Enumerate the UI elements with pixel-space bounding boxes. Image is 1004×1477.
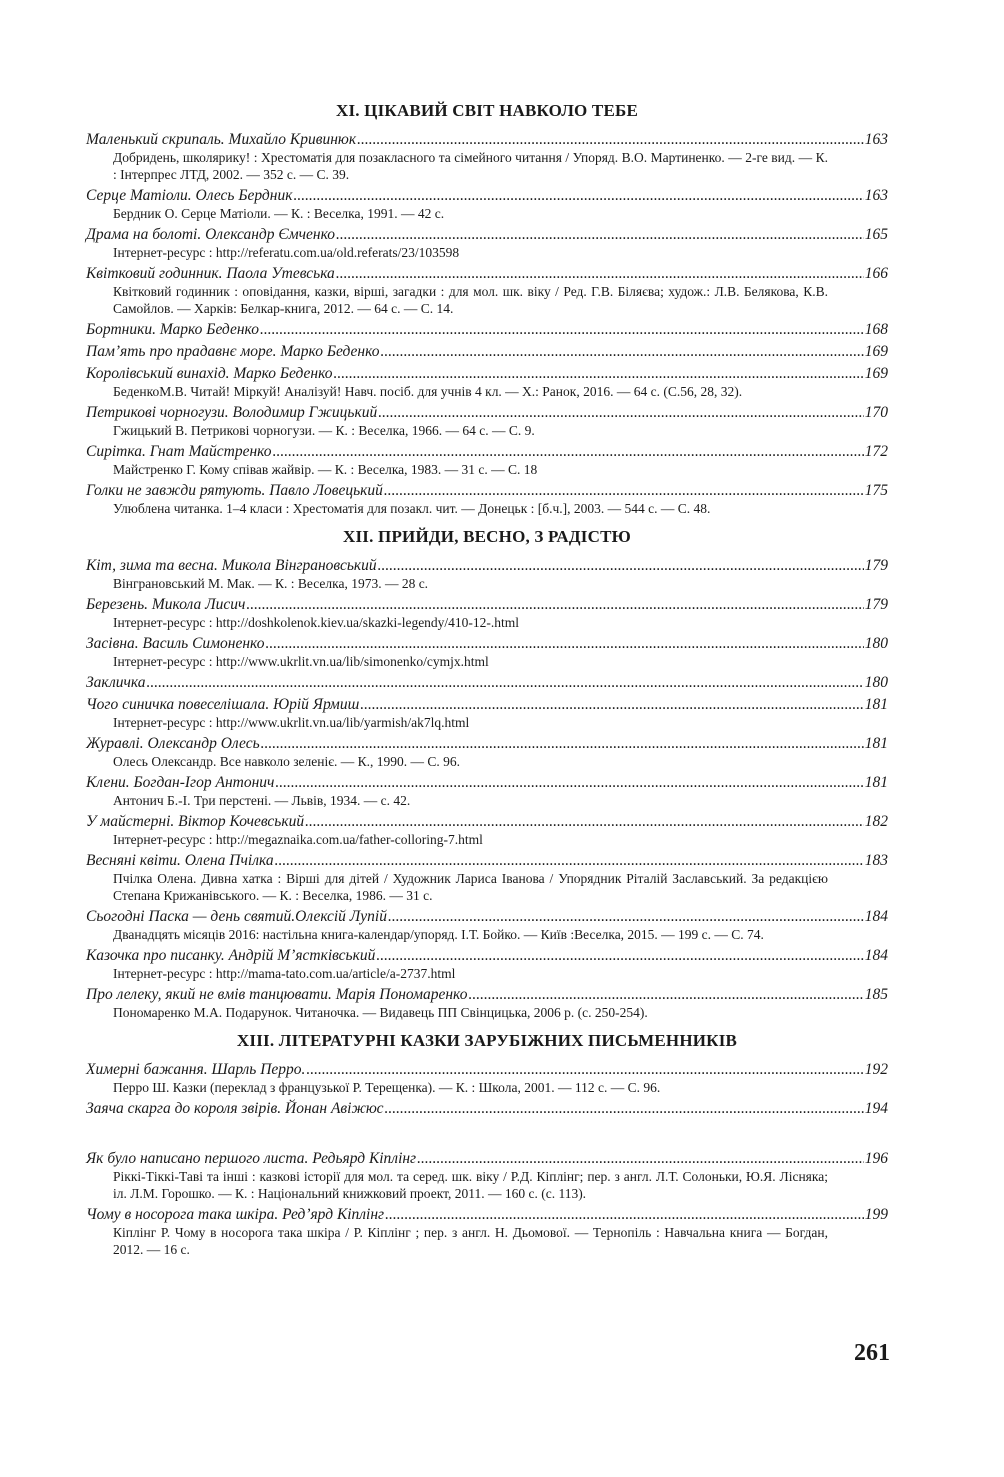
entry-source: Антонич Б.-І. Три перстені. — Львів, 1934. — с. 42. xyxy=(113,793,411,808)
contents-page xyxy=(86,100,888,1261)
entry-title: Маленький скрипаль. Михайло Кривинюк xyxy=(86,131,357,148)
entry-source: Гжицький В. Петрикові чорногузи. — К. : Веселка, 1966. — 64 с. — С. 9. xyxy=(113,423,535,438)
entry-source: Вінграновський М. Мак. — К. : Веселка, 1973. — 28 с. xyxy=(113,576,429,591)
entry-source: Майстренко Г. Кому співав жайвір. — К. : Веселка, 1983. — 31 с. — С. 18 xyxy=(113,462,538,477)
entry-source: Ріккі-Тіккі-Таві та інші : казкові історії для мол. та серед. шк. віку / Р.Д. Кіплінг; пер. з англ. Л.Т. Солоньки, Ю.Я. Лісняка; іл. Л.М. Горошко. — К. : Національний книжковий проект, 2011. — 160 с. (с. 113). xyxy=(113,1169,828,1201)
entry-source: Інтернет-ресурс : http://megaznaika.com.ua/father-colloring-7.html xyxy=(113,832,483,847)
entry-page: 163 xyxy=(864,131,888,148)
entry-page: 185 xyxy=(864,986,888,1003)
entry-title: У майстерні. Віктор Кочевський xyxy=(86,813,305,830)
entry-page: 183 xyxy=(864,852,888,869)
toc-entry xyxy=(86,403,888,439)
entry-title: Голки не завжди рятують. Павло Ловецький xyxy=(86,482,383,499)
entry-source: Дванадцять місяців 2016: настільна книга-календар/упоряд. І.Т. Бойко. — Київ :Веселка, 2015. — 199 с. — С. 74. xyxy=(113,927,764,942)
toc-entry xyxy=(86,320,888,339)
toc-entry xyxy=(86,946,888,982)
toc-entry xyxy=(86,1099,888,1118)
toc-entry xyxy=(86,851,888,904)
entry-title: Засівна. Василь Симоненко xyxy=(86,635,265,652)
toc-entry xyxy=(86,264,888,317)
toc-entry xyxy=(86,186,888,222)
toc-entry xyxy=(86,985,888,1021)
entry-title: Закличка xyxy=(86,674,146,691)
entry-title: Чому в носорога така шкіра. Ред’ярд Кіплінг xyxy=(86,1206,385,1223)
entry-page: 166 xyxy=(864,265,888,282)
entry-title: Клени. Богдан-Ігор Антонич xyxy=(86,774,275,791)
entry-title: Квітковий годинник. Паола Утевська xyxy=(86,265,335,282)
entry-source: Олесь Олександр. Все навколо зеленіє. — К., 1990. — С. 96. xyxy=(113,754,461,769)
toc-entry xyxy=(86,734,888,770)
entry-title: Петрикові чорногузи. Володимир Гжицький xyxy=(86,404,378,421)
section-title: XIII. ЛІТЕРАТУРНІ КАЗКИ ЗАРУБІЖНИХ ПИСЬМЕННИКІВ xyxy=(236,1031,738,1050)
entry-page: 163 xyxy=(864,187,888,204)
entry-source: Інтернет-ресурс : http://www.ukrlit.vn.ua/lib/yarmish/ak7lq.html xyxy=(113,715,470,730)
toc-entry xyxy=(86,481,888,517)
entry-page: 184 xyxy=(864,908,888,925)
toc-entry xyxy=(86,556,888,592)
entry-source: Інтернет-ресурс : http://www.ukrlit.vn.ua/lib/simonenko/cymjx.html xyxy=(113,654,489,669)
toc-entry xyxy=(86,695,888,731)
entry-page: 182 xyxy=(864,813,888,830)
entry-source: Інтернет-ресурс : http://mama-tato.com.ua/article/a-2737.html xyxy=(113,966,456,981)
entry-title: Заяча скарга до короля звірів. Йонан Авіжюс xyxy=(86,1100,384,1117)
entry-title: Серце Матіоли. Олесь Бердник xyxy=(86,187,293,204)
toc-entry xyxy=(86,364,888,400)
entry-title: Бортники. Марко Беденко xyxy=(86,321,259,338)
entry-title: Казочка про писанку. Андрій М’ястківський xyxy=(86,947,376,964)
entry-page: 196 xyxy=(864,1150,888,1167)
toc-entry xyxy=(86,634,888,670)
entry-title: Королівський винахід. Марко Беденко xyxy=(86,365,333,382)
entry-page: 184 xyxy=(864,947,888,964)
entry-page: 180 xyxy=(864,674,888,691)
entry-source: Кіплінг Р. Чому в носорога така шкіра / Р. Кіплінг ; пер. з англ. Н. Дьомової. — Тернопіль : Навчальна книга — Богдан, 2012. — 16 с. xyxy=(113,1225,828,1257)
entry-source: Інтернет-ресурс : http://doshkolenok.kiev.ua/skazki-legendy/410-12-.html xyxy=(113,615,520,630)
entry-page: 172 xyxy=(864,443,888,460)
entry-source: Квітковий годинник : оповідання, казки, вірші, загадки : для мол. шк. віку / Ред. Г.В. Біляєва; худож.: Л.В. Белякова, К.В. Самойлов. — Харків: Белкар-книга, 2012. — 64 с. — С. 14. xyxy=(113,284,828,316)
entry-title: Драма на болоті. Олександр Ємченко xyxy=(86,226,335,243)
entry-source: Пчілка Олена. Дивна хатка : Вірші для дітей / Художник Лариса Іванова / Упорядник Ріталій Заславський. За редакцією Степана Крижанівського. — К. : Веселка, 1986. — 31 с. xyxy=(113,871,828,903)
entry-page: 169 xyxy=(864,365,888,382)
entry-title: Сьогодні Паска — день святий.Олексій Лупій xyxy=(86,908,387,925)
entry-title: Пам’ять про прадавнє море. Марко Беденко xyxy=(86,343,380,360)
entry-page: 199 xyxy=(864,1206,888,1223)
toc-entry xyxy=(86,1205,888,1258)
toc-entry xyxy=(86,342,888,361)
toc-entry xyxy=(86,130,888,183)
entry-source: Бердник О. Серце Матіоли. — К. : Веселка, 1991. — 42 с. xyxy=(113,206,445,221)
section-xii xyxy=(86,526,888,1021)
toc-entry xyxy=(86,1149,888,1202)
entry-title: Химерні бажання. Шарль Перро. xyxy=(86,1061,306,1078)
entry-page: 169 xyxy=(864,343,888,360)
entry-title: Як було написано першого листа. Редьярд Кіплінг xyxy=(86,1150,417,1167)
entry-page: 170 xyxy=(864,404,888,421)
entry-source: Улюблена читанка. 1–4 класи : Хрестоматія для позакл. чит. — Донецьк : [б.ч.], 2003. — 544 с. — С. 48. xyxy=(113,501,711,516)
entry-title: Журавлі. Олександр Олесь xyxy=(86,735,260,752)
toc-entry xyxy=(86,812,888,848)
entry-title: Про лелеку, який не вмів танцювати. Марія Пономаренко xyxy=(86,986,468,1003)
section-xi xyxy=(86,100,888,517)
entry-title: Кіт, зима та весна. Микола Вінграновський xyxy=(86,557,377,574)
section-xiii xyxy=(86,1030,888,1258)
entry-title: Березень. Микола Лисич xyxy=(86,596,246,613)
entry-page: 175 xyxy=(864,482,888,499)
entry-page: 179 xyxy=(864,557,888,574)
toc-entry xyxy=(86,225,888,261)
entry-title: Чого синичка повеселішала. Юрій Ярмиш xyxy=(86,696,360,713)
entry-title: Весняні квіти. Олена Пчілка xyxy=(86,852,274,869)
entry-page: 194 xyxy=(864,1100,888,1117)
entry-source: БеденкоМ.В. Читай! Міркуй! Аналізуй! Навч. посіб. для учнів 4 кл. — Х.: Ранок, 2016. — 64 с. (С.56, 28, 32). xyxy=(113,384,743,399)
entry-source: Інтернет-ресурс : http://referatu.com.ua/old.referats/23/103598 xyxy=(113,245,460,260)
entry-page: 181 xyxy=(864,735,888,752)
toc-entry xyxy=(86,907,888,943)
entry-source: Добридень, школярику! : Хрестоматія для позакласного та сімейного читання / Упоряд. В.О. Мартиненко. — 2-ге вид. — К. : Інтерпрес ЛТД, 2002. — 352 с. — С. 39. xyxy=(113,150,828,182)
entry-source: Перро Ш. Казки (переклад з французької Р. Терещенка). — К. : Школа, 2001. — 112 с. — С. 96. xyxy=(113,1080,661,1095)
entry-page: 165 xyxy=(864,226,888,243)
entry-page: 179 xyxy=(864,596,888,613)
entry-title: Сирітка. Гнат Майстренко xyxy=(86,443,272,460)
toc-entry xyxy=(86,442,888,478)
toc-entry xyxy=(86,595,888,631)
entry-page: 180 xyxy=(864,635,888,652)
entry-page: 181 xyxy=(864,774,888,791)
toc-entry xyxy=(86,673,888,692)
entry-page: 181 xyxy=(864,696,888,713)
toc-entry xyxy=(86,1060,888,1096)
entry-source: Пономаренко М.А. Подарунок. Читаночка. — Видавець ПП Свінцицька, 2006 р. (с. 250-254). xyxy=(113,1005,648,1020)
section-title: XII. ПРИЙДИ, ВЕСНО, З РАДІСТЮ xyxy=(343,527,631,546)
section-title: XI. ЦІКАВИЙ СВІТ НАВКОЛО ТЕБЕ xyxy=(335,101,638,120)
page-number: 261 xyxy=(854,1340,890,1366)
entry-page: 168 xyxy=(864,321,888,338)
entry-page: 192 xyxy=(864,1061,888,1078)
toc-entry xyxy=(86,773,888,809)
